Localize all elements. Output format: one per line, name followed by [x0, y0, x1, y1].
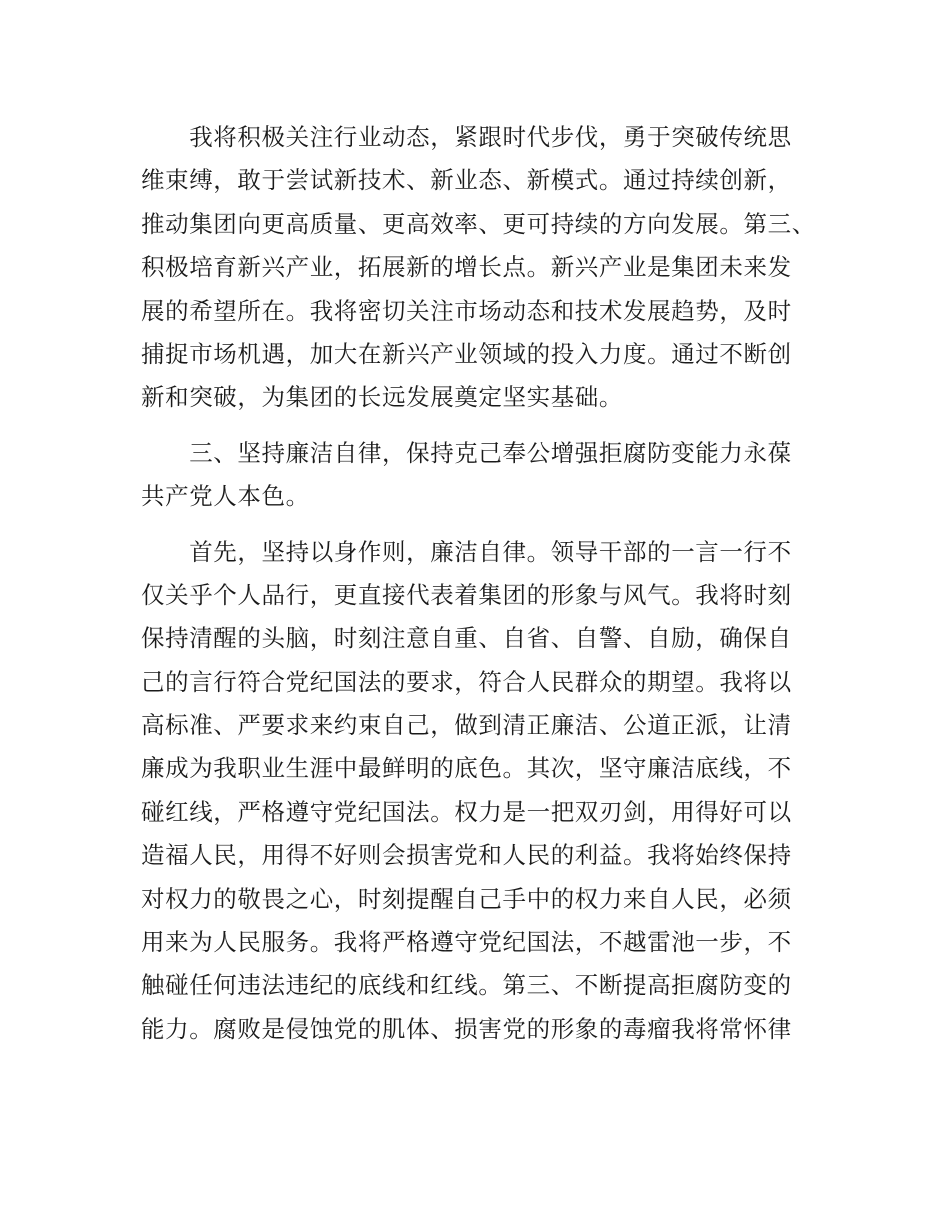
text-line: 廉成为我职业生涯中最鲜明的底色。其次，坚守廉洁底线，不: [141, 754, 792, 783]
text-line: 共产党人本色。: [141, 482, 310, 511]
text-line: 高标准、严要求来约束自己，做到清正廉洁、公道正派，让清: [141, 711, 792, 740]
paragraph-innovation: [141, 116, 821, 420]
text-line: 造福人民，用得不好则会损害党和人民的利益。我将始终保持: [141, 841, 792, 870]
paragraph-spacing: [141, 420, 821, 432]
text-line: 己的言行符合党纪国法的要求，符合人民群众的期望。我将以: [141, 667, 792, 696]
text-line: 新和突破，为集团的长远发展奠定坚实基础。: [141, 383, 623, 412]
text-line: 三、坚持廉洁自律，保持克己奉公增强拒腐防变能力永葆: [141, 438, 792, 467]
text-line: 触碰任何违法违纪的底线和红线。第三、不断提高拒腐防变的: [141, 971, 792, 1000]
text-line: 捕捉市场机遇，加大在新兴产业领域的投入力度。通过不断创: [141, 339, 792, 368]
text-line: 维束缚，敢于尝试新技术、新业态、新模式。通过持续创新，: [141, 166, 792, 195]
paragraph-spacing: [141, 519, 821, 531]
text-line: 仅关乎个人品行，更直接代表着集团的形象与风气。我将时刻: [141, 580, 792, 609]
text-line: 用来为人民服务。我将严格遵守党纪国法，不越雷池一步，不: [141, 928, 792, 957]
text-line: 首先，坚持以身作则，廉洁自律。领导干部的一言一行不: [141, 537, 792, 566]
section-heading-integrity: [141, 432, 821, 519]
paragraph-self-discipline: [141, 531, 821, 1052]
text-line: 保持清醒的头脑，时刻注意自重、自省、自警、自励，确保自: [141, 624, 792, 653]
text-line: 积极培育新兴产业，拓展新的增长点。新兴产业是集团未来发: [141, 253, 792, 282]
text-line: 推动集团向更高质量、更高效率、更可持续的方向发展。第三、: [141, 209, 816, 238]
text-line: 对权力的敬畏之心，时刻提醒自己手中的权力来自人民，必须: [141, 884, 792, 913]
text-line: 展的希望所在。我将密切关注市场动态和技术发展趋势，及时: [141, 296, 792, 325]
text-line: 能力。腐败是侵蚀党的肌体、损害党的形象的毒瘤我将常怀律: [141, 1014, 792, 1043]
text-line: 碰红线，严格遵守党纪国法。权力是一把双刃剑，用得好可以: [141, 797, 792, 826]
text-line: 我将积极关注行业动态，紧跟时代步伐，勇于突破传统思: [141, 123, 792, 151]
document-body: [141, 116, 821, 1051]
